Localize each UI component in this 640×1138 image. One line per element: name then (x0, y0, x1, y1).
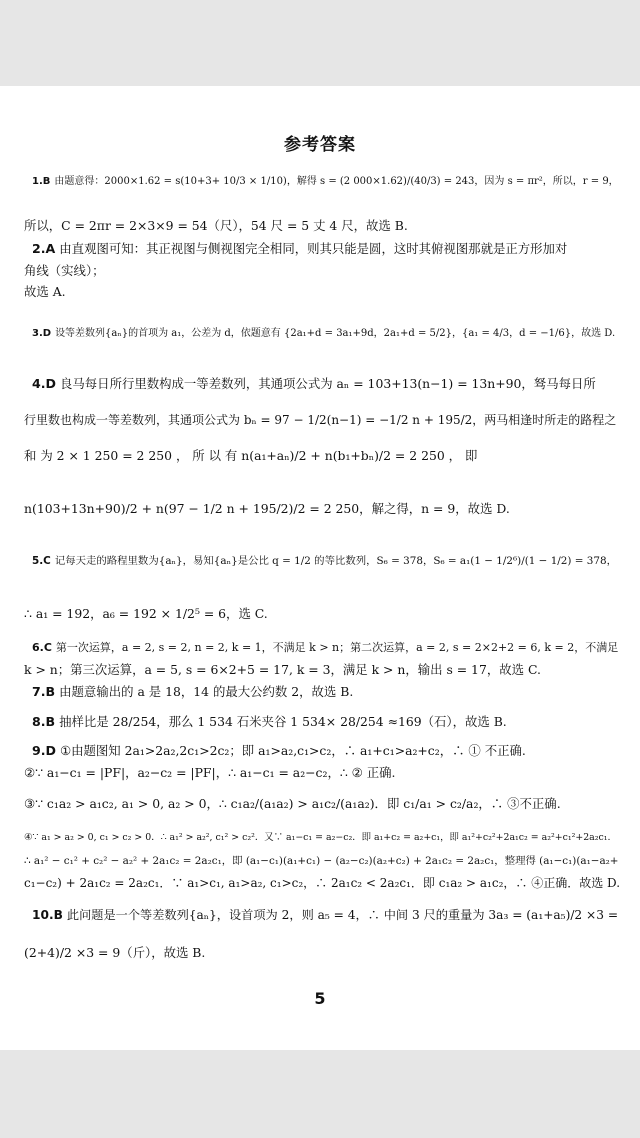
answer-line (20, 764, 620, 782)
answer-number: 6.C (32, 641, 52, 654)
answer-text: ④∵ a₁ > a₂ > 0, c₁ > c₂ > 0．∴ a₁² > a₂², c₁² > c₂²．又∵ a₁−c₁ = a₂−c₂．即 a₁+c₂ = a₂+c₁，即 a₁²+c₂²+2a₁c₂ = a₂²+c₁²+2a₂c₁. (24, 832, 611, 843)
answer-text: k > n；第三次运算，a = 5, s = 6×2+5 = 17, k = 3，满足 k > n，输出 s = 17，故选 C. (24, 662, 541, 677)
answer-line (20, 500, 620, 518)
answer-text: ∴ a₁² − c₁² + c₂² − a₂² + 2a₁c₂ = 2a₂c₁，即 (a₁−c₁)(a₁+c₁) − (a₂−c₂)(a₂+c₂) + 2a₁c₂ = 2a₂c₁，整理得 (a₁−c₁)(a₁−a₂+ (24, 855, 619, 867)
answer-line (32, 552, 620, 570)
answer-line (32, 713, 620, 731)
answer-number: 7.B (32, 684, 56, 699)
answer-number: 8.B (32, 714, 56, 729)
answer-text: 此问题是一个等差数列{aₙ}，设首项为 2，则 a₅ = 4，∴ 中间 3 尺的重量为 3a₃ = (a₁+a₅)/2 ×3 = (66, 908, 619, 922)
answer-text: 角线（实线）； (24, 263, 105, 278)
answer-line (32, 240, 620, 258)
answer-number: 4.D (32, 376, 57, 391)
answer-line (20, 262, 620, 280)
answer-text: 由题意输出的 a 是 18，14 的最大公约数 2，故选 B. (59, 684, 354, 699)
answer-text: (2+4)/2 ×3 = 9（斤），故选 B. (24, 945, 206, 960)
answer-line (20, 605, 620, 623)
answer-line (20, 447, 620, 465)
answer-text: ③∵ c₁a₂ > a₁c₂, a₁ > 0, a₂ > 0，∴ c₁a₂/(a₁a₂) > a₁c₂/(a₁a₂)．即 c₁/a₁ > c₂/a₂，∴ ③不正确. (24, 796, 561, 811)
answer-text: ∴ a₁ = 192，a₆ = 192 × 1/2⁵ = 6，选 C. (24, 606, 268, 621)
answer-text: ①由题图知 2a₁>2a₂,2c₁>2c₂；即 a₁>a₂,c₁>c₂，∴ a₁+c₁>a₂+c₂，∴ ① 不正确. (60, 743, 526, 758)
answer-line (20, 411, 620, 429)
answer-text: 行里数也构成一等差数列，其通项公式为 bₙ = 97 − 1/2(n−1) = −1/2 n + 195/2，两马相逢时所走的路程之 (24, 413, 617, 427)
answer-text: 良马每日所行里数构成一等差数列，其通项公式为 aₙ = 103+13(n−1) = 13n+90，驽马每日所 (60, 376, 596, 391)
answer-text: 故选 A. (24, 284, 66, 299)
answer-text: 第一次运算，a = 2, s = 2, n = 2, k = 1，不满足 k > n；第二次运算，a = 2, s = 2×2+2 = 6, k = 2，不满足 (55, 641, 619, 654)
answer-text: 由直观图可知：其正视图与侧视图完全相同，则其只能是圆，这时其俯视图那就是正方形加对 (59, 241, 568, 256)
answer-line (20, 283, 620, 301)
answer-line (20, 874, 620, 892)
page-number: 5 (314, 989, 326, 1008)
answer-text: 所以，C = 2πr = 2×3×9 = 54（尺），54 尺 = 5 丈 4 尺，故选 B. (24, 218, 408, 233)
answer-line (32, 325, 620, 343)
answer-text: 记每天走的路程里数为{aₙ}，易知{aₙ}是公比 q = 1/2 的等比数列，S₆ = 378，S₆ = a₁(1 − 1/2⁶)/(1 − 1/2) = 378， (54, 555, 617, 567)
answer-text: c₁−c₂) + 2a₁c₂ = 2a₂c₁．∵ a₁>c₁, a₁>a₂, c₁>c₂，∴ 2a₁c₂ < 2a₂c₁．即 c₁a₂ > a₁c₂，∴ ④正确．故选 D. (24, 876, 621, 890)
answer-line (32, 906, 620, 924)
answer-text: 由题意得：2000×1.62 = s(10+3+ 10/3 × 1/10)，解得 s = (2 000×1.62)/(40/3) = 243，因为 s = πr²，所以，r = 9， (54, 176, 619, 187)
answer-number: 3.D (32, 328, 52, 339)
answer-line (20, 661, 620, 679)
answer-line (20, 944, 620, 962)
answer-text: 抽样比是 28/254，那么 1 534 石米夹谷 1 534× 28/254 ≈169（石），故选 B. (59, 714, 507, 729)
answer-line (32, 683, 620, 701)
answer-text: 和 为 2 × 1 250 = 2 250 ， 所 以 有 n(a₁+aₙ)/2 + n(b₁+bₙ)/2 = 2 250 ， 即 (24, 448, 478, 463)
answer-line (32, 639, 620, 657)
answer-line (20, 217, 620, 235)
answer-line (20, 852, 620, 870)
page-title: 参考答案 (284, 135, 356, 155)
answer-number: 10.B (32, 908, 63, 922)
answer-page (0, 86, 640, 1050)
answer-text: 设等差数列{aₙ}的首项为 a₁，公差为 d，依题意有 {2a₁+d = 3a₁+9d，2a₁+d = 5/2}，{a₁ = 4/3，d = −1/6}，故选 D. (55, 328, 616, 339)
answer-text: ②∵ a₁−c₁ = |PF|，a₂−c₂ = |PF|，∴ a₁−c₁ = a₂−c₂，∴ ② 正确. (24, 765, 396, 780)
answer-line (32, 173, 620, 191)
answer-number: 9.D (32, 743, 57, 758)
answer-line (32, 742, 620, 760)
answer-number: 2.A (32, 241, 56, 256)
answer-number: 5.C (32, 555, 51, 567)
answer-number: 1.B (32, 176, 51, 187)
answer-line (20, 795, 620, 813)
answer-text: n(103+13n+90)/2 + n(97 − 1/2 n + 195/2)/2 = 2 250，解之得，n = 9，故选 D. (24, 501, 510, 516)
answer-line (20, 829, 620, 847)
answer-line (32, 375, 620, 393)
